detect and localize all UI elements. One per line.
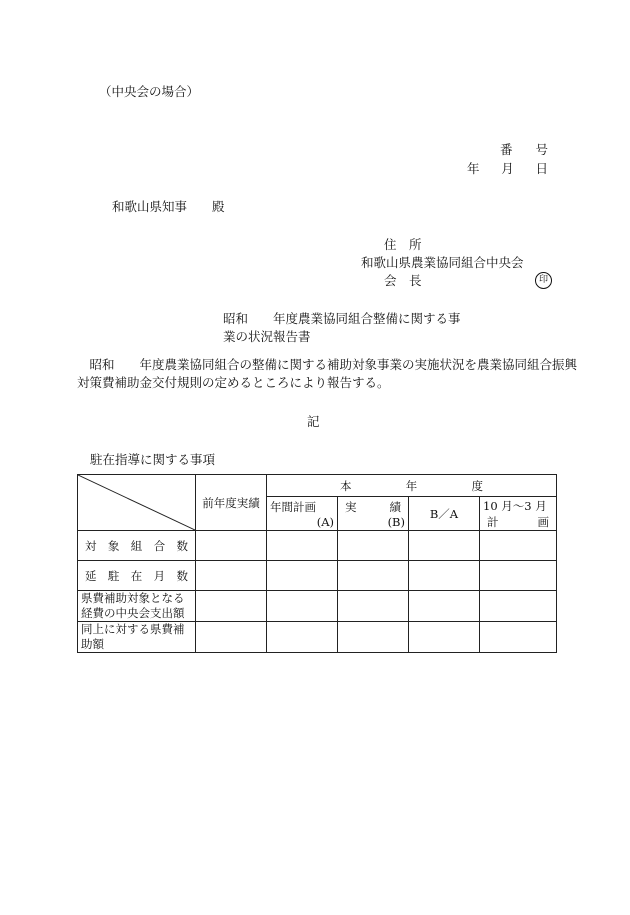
row-label-subsidy: 同上に対する県費補助額 bbox=[78, 622, 196, 653]
table-cell bbox=[480, 561, 557, 591]
table-cell bbox=[409, 622, 480, 653]
sender-organization: 和歌山県農業協同組合中央会 bbox=[361, 255, 524, 270]
document-number-line bbox=[500, 142, 548, 158]
table-cell bbox=[196, 531, 267, 561]
actual-char-1: 実 bbox=[345, 499, 357, 514]
date-month: 月 bbox=[501, 161, 514, 176]
this-year-char-3: 度 bbox=[471, 478, 483, 493]
prev-year-header: 前年度実績 bbox=[196, 475, 267, 531]
number-label: 番 bbox=[500, 142, 513, 157]
table-cell bbox=[338, 561, 409, 591]
sender-title: 会 長 bbox=[384, 273, 422, 288]
section-title: 駐在指導に関する事項 bbox=[90, 452, 216, 467]
table-cell bbox=[338, 591, 409, 622]
sender-address-label: 住 所 bbox=[384, 237, 422, 252]
number-suffix: 号 bbox=[535, 142, 548, 157]
table-cell bbox=[480, 622, 557, 653]
table-row bbox=[78, 591, 557, 622]
actual-header bbox=[338, 497, 409, 531]
seal-mark: 印 bbox=[535, 272, 552, 289]
table-cell bbox=[196, 561, 267, 591]
actual-char-2: 績 bbox=[389, 499, 401, 514]
date-day: 日 bbox=[535, 161, 548, 176]
addressee: 和歌山県知事 殿 bbox=[112, 199, 225, 214]
subject-line-2: 業の状況報告書 bbox=[223, 329, 311, 344]
table-cell bbox=[196, 622, 267, 653]
row-label-target-coops: 対 象 組 合 数 bbox=[78, 531, 196, 561]
plan-header bbox=[267, 497, 338, 531]
period-sub-2: 画 bbox=[537, 514, 549, 529]
table-row bbox=[78, 531, 557, 561]
subject-line-1: 昭和 年度農業協同組合整備に関する事 bbox=[223, 311, 461, 326]
actual-sub: (B) bbox=[387, 514, 405, 529]
table-cell bbox=[409, 561, 480, 591]
this-year-header bbox=[267, 475, 557, 497]
date-line bbox=[467, 161, 548, 177]
table-row bbox=[78, 622, 557, 653]
plan-sub: (A) bbox=[316, 514, 334, 529]
table-cell bbox=[267, 531, 338, 561]
body-line-1: 昭和 年度農業協同組合の整備に関する補助対象事業の実施状況を農業協同組合振興 bbox=[77, 357, 578, 372]
table-cell bbox=[480, 591, 557, 622]
table-cell bbox=[267, 591, 338, 622]
ki-heading: 記 bbox=[307, 414, 320, 429]
body-line-2: 対策費補助金交付規則の定めるところにより報告する。 bbox=[77, 375, 390, 390]
diagonal-line bbox=[78, 475, 195, 530]
row-label-resident-months: 延 駐 在 月 数 bbox=[78, 561, 196, 591]
diagonal-header-cell bbox=[78, 475, 196, 531]
plan-label: 年間計画 bbox=[270, 499, 316, 514]
period-label: 10 月～3 月 bbox=[483, 498, 547, 513]
this-year-char-1: 本 bbox=[340, 478, 352, 493]
date-year: 年 bbox=[467, 161, 480, 176]
table-cell bbox=[196, 591, 267, 622]
table-cell bbox=[338, 622, 409, 653]
table-cell bbox=[480, 531, 557, 561]
report-table bbox=[77, 474, 557, 653]
table-cell bbox=[338, 531, 409, 561]
case-note: （中央会の場合） bbox=[99, 84, 200, 99]
this-year-char-2: 年 bbox=[405, 478, 418, 493]
period-sub-1: 計 bbox=[487, 514, 499, 529]
table-row bbox=[78, 561, 557, 591]
row-label-expenditure: 県費補助対象となる経費の中央会支出額 bbox=[78, 591, 196, 622]
table-cell bbox=[267, 561, 338, 591]
table-cell bbox=[409, 591, 480, 622]
table-cell bbox=[409, 531, 480, 561]
ratio-header: B／A bbox=[409, 497, 480, 531]
period-header bbox=[480, 497, 557, 531]
table-cell bbox=[267, 622, 338, 653]
